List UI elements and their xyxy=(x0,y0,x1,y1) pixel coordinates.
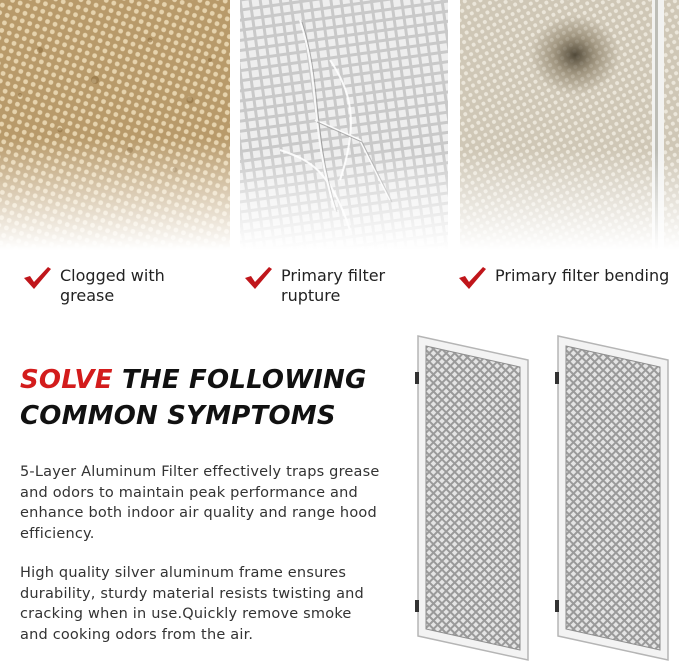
symptom-label: Primary filter bending xyxy=(495,266,670,285)
headline-line-2: COMMON SYMPTOMS xyxy=(20,401,336,431)
filter-product-image xyxy=(548,332,678,664)
clogged-grease-photo xyxy=(0,0,230,250)
checkmark-icon xyxy=(457,266,487,290)
checkmark-icon xyxy=(22,266,52,290)
symptom-label: Clogged with grease xyxy=(60,266,165,305)
filter-product-image xyxy=(408,332,538,664)
headline-line-1-rest: THE FOLLOWING xyxy=(112,365,367,395)
symptom-clogged xyxy=(22,266,222,306)
headline-accent: SOLVE xyxy=(20,365,113,395)
description-paragraph-1: 5-Layer Aluminum Filter effectively traps grease and odors to maintain peak performance and enhance both indoor air quality and range hood efficiency. xyxy=(20,464,380,542)
symptom-label: Primary filter rupture xyxy=(281,266,386,305)
symptom-rupture xyxy=(243,266,443,306)
checkmark-icon xyxy=(243,266,273,290)
headline xyxy=(20,362,400,434)
headline-line-1 xyxy=(20,362,400,398)
filter-rupture-photo xyxy=(240,0,448,250)
filter-bending-photo xyxy=(460,0,679,250)
description-paragraph-2: High quality silver aluminum frame ensures durability, sturdy material resists twisting and cracking when in use.Quickly remove smoke and cooking odors from the air. xyxy=(20,565,364,643)
symptom-bending xyxy=(457,266,679,290)
